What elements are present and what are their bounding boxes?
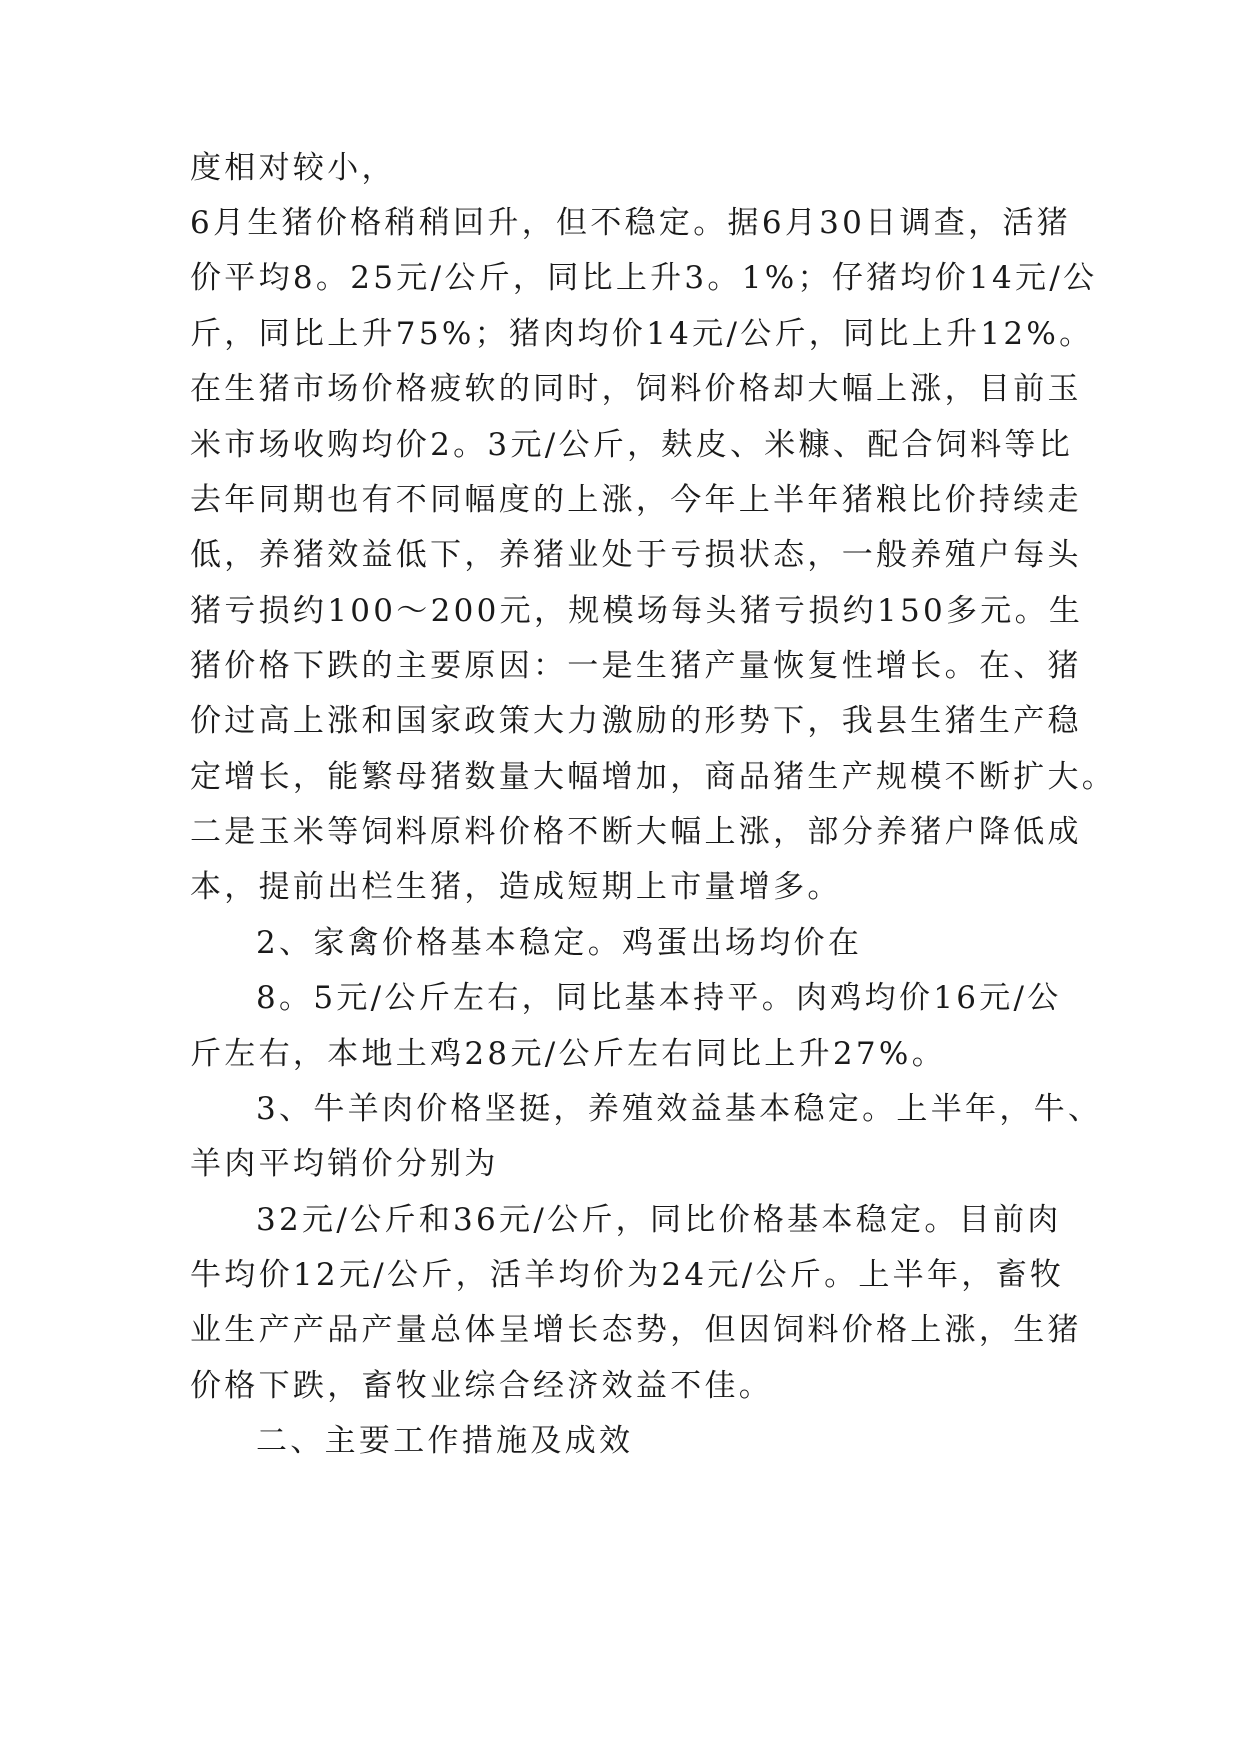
text-line: 牛均价12元/公斤，活羊均价为24元/公斤。上半年，畜牧 xyxy=(190,1257,1065,1293)
text-line: 业生产产品产量总体呈增长态势，但因饲料价格上涨，生猪 xyxy=(190,1312,1082,1348)
text-line: 定增长，能繁母猪数量大幅增加，商品猪生产规模不断扩大。 xyxy=(190,759,1117,795)
text-line: 斤左右，本地土鸡28元/公斤左右同比上升27%。 xyxy=(190,1036,946,1072)
text-line: 32元/公斤和36元/公斤，同比价格基本稳定。目前肉 xyxy=(256,1202,1062,1238)
text-line: 价过高上涨和国家政策大力激励的形势下，我县生猪生产稳 xyxy=(190,703,1082,739)
text-line: 在生猪市场价格疲软的同时，饲料价格却大幅上涨，目前玉 xyxy=(190,371,1082,407)
section-heading: 二、主要工作措施及成效 xyxy=(256,1423,634,1459)
text-line: 二是玉米等饲料原料价格不断大幅上涨，部分养猪户降低成 xyxy=(190,814,1082,850)
text-line: 羊肉平均销价分别为 xyxy=(190,1146,499,1182)
text-line: 斤，同比上升75%；猪肉均价14元/公斤，同比上升12%。 xyxy=(190,316,1094,352)
text-line: 价平均8。25元/公斤，同比上升3。1%；仔猪均价14元/公 xyxy=(190,260,1098,296)
text-line: 度相对较小， xyxy=(190,150,396,186)
text-line: 8。5元/公斤左右，同比基本持平。肉鸡均价16元/公 xyxy=(256,980,1062,1016)
text-line: 去年同期也有不同幅度的上涨，今年上半年猪粮比价持续走 xyxy=(190,482,1082,518)
text-line: 低，养猪效益低下，养猪业处于亏损状态，一般养殖户每头 xyxy=(190,537,1082,573)
text-line: 米市场收购均价2。3元/公斤，麸皮、米糠、配合饲料等比 xyxy=(190,427,1073,463)
text-line: 6月生猪价格稍稍回升，但不稳定。据6月30日调查，活猪 xyxy=(190,205,1071,241)
text-line: 2、家禽价格基本稳定。鸡蛋出场均价在 xyxy=(256,925,863,961)
text-line: 猪价格下跌的主要原因：一是生猪产量恢复性增长。在、猪 xyxy=(190,648,1082,684)
text-line: 3、牛羊肉价格坚挺，养殖效益基本稳定。上半年，牛、 xyxy=(256,1091,1103,1127)
text-line: 本，提前出栏生猪，造成短期上市量增多。 xyxy=(190,869,842,905)
text-line: 价格下跌，畜牧业综合经济效益不佳。 xyxy=(190,1368,774,1404)
text-line: 猪亏损约100～200元，规模场每头猪亏损约150多元。生 xyxy=(190,593,1084,629)
